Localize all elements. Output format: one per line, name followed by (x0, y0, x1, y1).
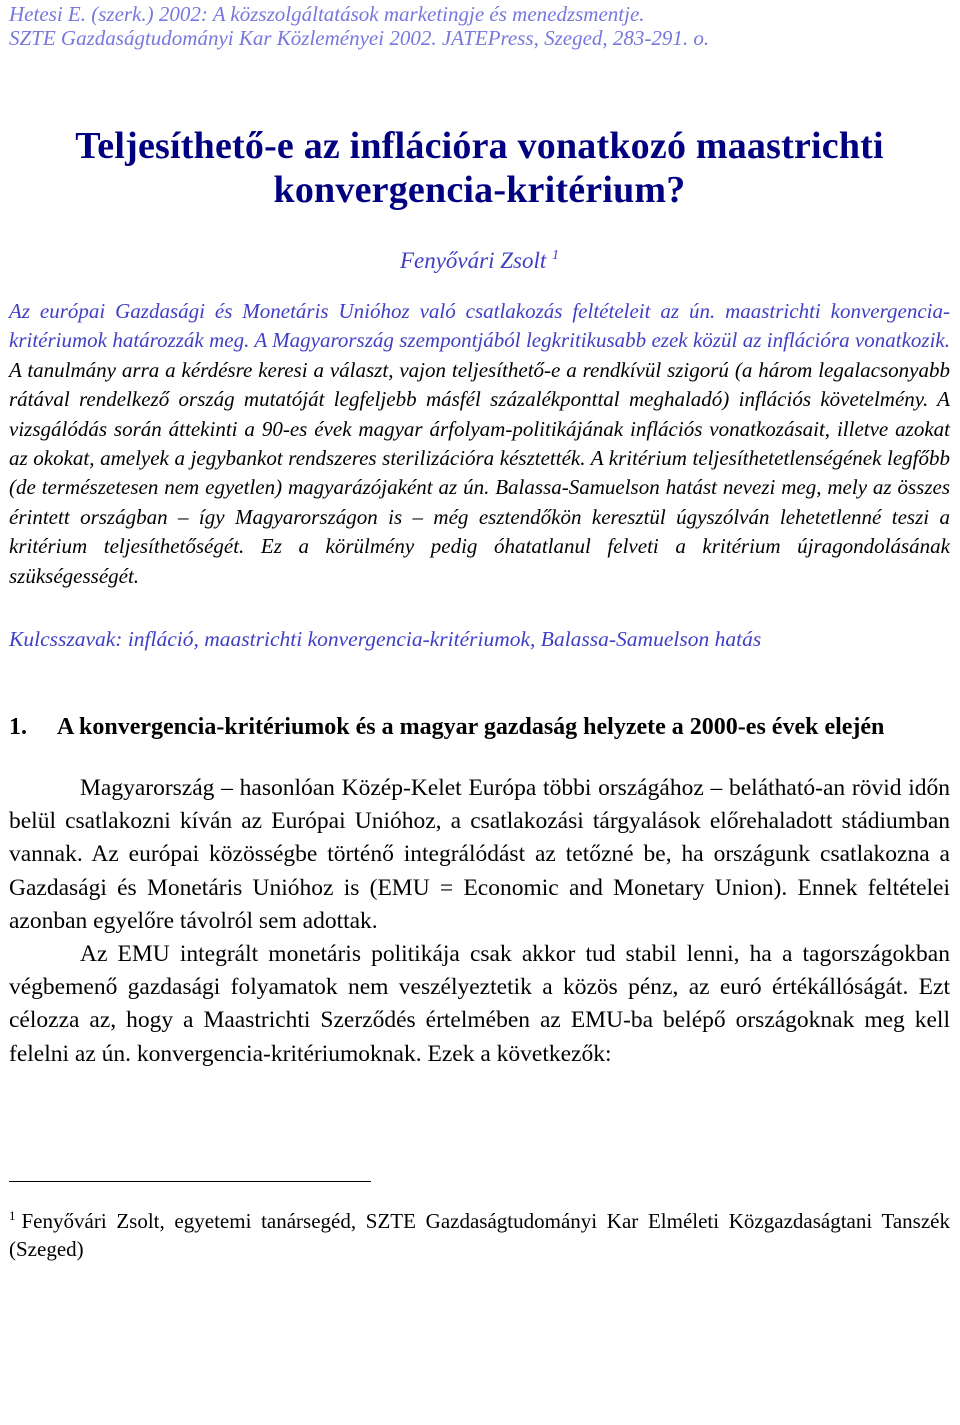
author-footnote-mark[interactable]: 1 (552, 248, 560, 263)
paper-title (9, 124, 950, 212)
paper-title-line-2: konvergencia-kritérium? (273, 169, 686, 211)
footnote-divider (9, 1181, 371, 1182)
citation-line-2: SZTE Gazdaságtudományi Kar Közleményei 2002. JATEPress, Szeged, 283-291. o. (9, 26, 710, 50)
author-line (9, 247, 950, 275)
section-heading (9, 711, 950, 743)
citation-line-1: Hetesi E. (szerk.) 2002: A közszolgáltatások marketingje és menedzsmentje. (9, 2, 645, 26)
footnote (9, 1207, 950, 1263)
abstract-body: A tanulmány arra a kérdésre keresi a választ, vajon teljesíthető-e a rendkívül szigorú (a három legalacsonyabb rátával rendelkező ország mutatóját legfeljebb másfél százalékponttal meghaladó) inflációs követelmény. A vizsgálódás során áttekinti a 90-es évek magyar árfolyam-politikájának inflációs vonatkozásait, illetve azokat az okokat, amelyek a jegybankot rendszeres sterilizációra késztették. A kritérium teljesíthetetlenségének legfőbb (de természetesen nem egyetlen) magyarázójaként az ún. Balassa-Samuelson hatást nevezi meg, mely az összes érintett országban – így Magyarországon is – még esztendőkön keresztül úgyszólván lehetetlenné teszi a kritérium teljesíthetőségét. Ez a körülmény pedig óhatatlanul felveti a kritérium újragondolásának szükségességét. (9, 357, 950, 588)
author-name: Fenyővári Zsolt (399, 248, 547, 273)
keywords: Kulcsszavak: infláció, maastrichti konvergencia-kritériumok, Balassa-Samuelson hatás (9, 627, 762, 652)
footnote-mark: 1 (9, 1207, 16, 1223)
paragraph-1: Magyarország – hasonlóan Közép-Kelet Európa többi országához – belátható-an rövid időn belül csatlakozni kíván az Európai Unióhoz, a csatlakozási tárgyalások előrehaladott stádiumban vannak. Az európai közösségbe történő integrálódást az tetőzné be, ha országunk csatlakozna a Gazdasági és Monetáris Unióhoz is (EMU = Economic and Monetary Union). Ennek feltételei azonban egyelőre távolról sem adottak. (9, 775, 950, 934)
paragraph-2: Az EMU integrált monetáris politikája csak akkor tud stabil lenni, ha a tagországokban végbemenő gazdasági folyamatok nem veszélyeztetik a közös pénz, az euró értékállóságát. Ezt célozza az, hogy a Maastrichti Szerződés értelmében az EMU-ba belépő országoknak meg kell felelni az ún. konvergencia-kritériumoknak. Ezek a következők: (9, 941, 950, 1067)
citation-header (9, 2, 950, 50)
section-title: A konvergencia-kritériumok és a magyar gazdaság helyzete a 2000-es évek elején (57, 714, 885, 741)
footnote-text: Fenyővári Zsolt, egyetemi tanársegéd, SZTE Gazdaságtudományi Kar Elméleti Közgazdaságtani Tanszék (Szeged) (9, 1208, 950, 1261)
abstract-intro: Az európai Gazdasági és Monetáris Unióhoz való csatlakozás feltételeit az ún. maastrichti konvergencia-kritériumok határozzák meg. A Magyarország szempontjából legkritikusabb ezek közül az inflációra vonatkozik. (9, 299, 950, 353)
body-text (9, 772, 950, 1071)
section-number: 1. (9, 714, 27, 741)
abstract (9, 297, 950, 591)
paper-title-line-1: Teljesíthető-e az inflációra vonatkozó maastrichti (75, 125, 884, 167)
